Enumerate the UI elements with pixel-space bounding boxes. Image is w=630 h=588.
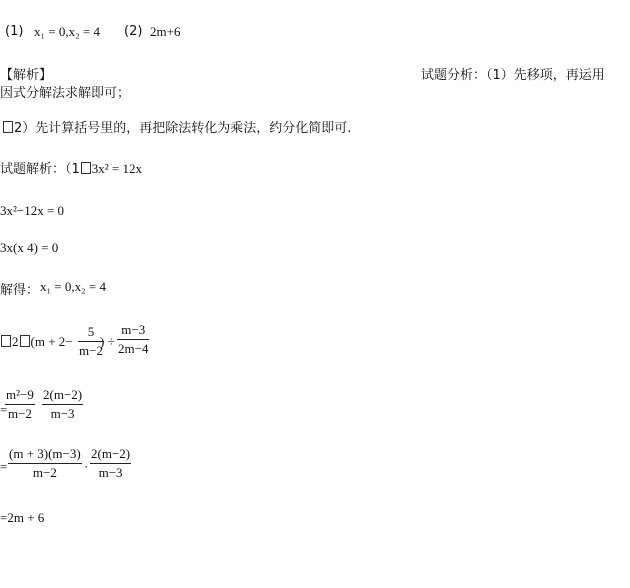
analysis-heading: 【解析】 — [0, 68, 53, 83]
step2-equals: = — [0, 459, 8, 474]
equation-step-2: 3x(x 4) = 0 — [0, 240, 59, 255]
answer-part1-label: (1) — [5, 24, 24, 39]
result-value: x₁ = 0,x₂ = 4 — [40, 279, 106, 294]
solution-heading: 试题解析：（1 3x² = 12x — [0, 161, 143, 177]
answer-part2-value: 2m+6 — [150, 24, 181, 39]
multiply-dot: · — [84, 459, 89, 474]
equation-step-1: 3x²−12x = 0 — [0, 203, 65, 218]
fraction-2-m-minus-2-over-m-minus-3: 2(m−2) m−3 — [43, 387, 83, 421]
fraction-2-m-minus-2-over-m-minus-3-b: 2(m−2) m−3 — [91, 446, 131, 480]
fraction-factored-over-m-minus-2: (m + 3)(m−3) m−2 — [9, 446, 81, 480]
part2-expression-start: 2 (m + 2− — [0, 334, 73, 350]
analysis-line-2: 因式分解法求解即可； — [0, 86, 131, 101]
final-result: =2m + 6 — [0, 510, 45, 525]
missing-glyph-box — [3, 121, 13, 133]
answer-part1-value: x₁ = 0,x₂ = 4 — [34, 24, 100, 39]
missing-glyph-box — [1, 335, 11, 347]
result-label: 解得： — [0, 283, 40, 298]
fraction-5-over-m-minus-2: 5 m−2 — [79, 324, 103, 358]
missing-glyph-box — [81, 162, 91, 174]
analysis-line-3: 2）先计算括号里的，再把除法转化为乘法，约分化简即可. — [2, 117, 351, 136]
analysis-intro: 试题分析：（1）先移项，再运用 — [421, 68, 605, 83]
expression-close-divide: ) ÷ — [100, 334, 115, 349]
fraction-m-minus-3-over-2m-minus-4: m−3 2m−4 — [118, 322, 149, 356]
fraction-m-sq-minus-9-over-m-minus-2: m²−9 m−2 — [6, 387, 34, 421]
answer-part2-label: (2) — [124, 24, 143, 39]
step1-equals: = — [0, 402, 8, 417]
missing-glyph-box — [20, 335, 30, 347]
